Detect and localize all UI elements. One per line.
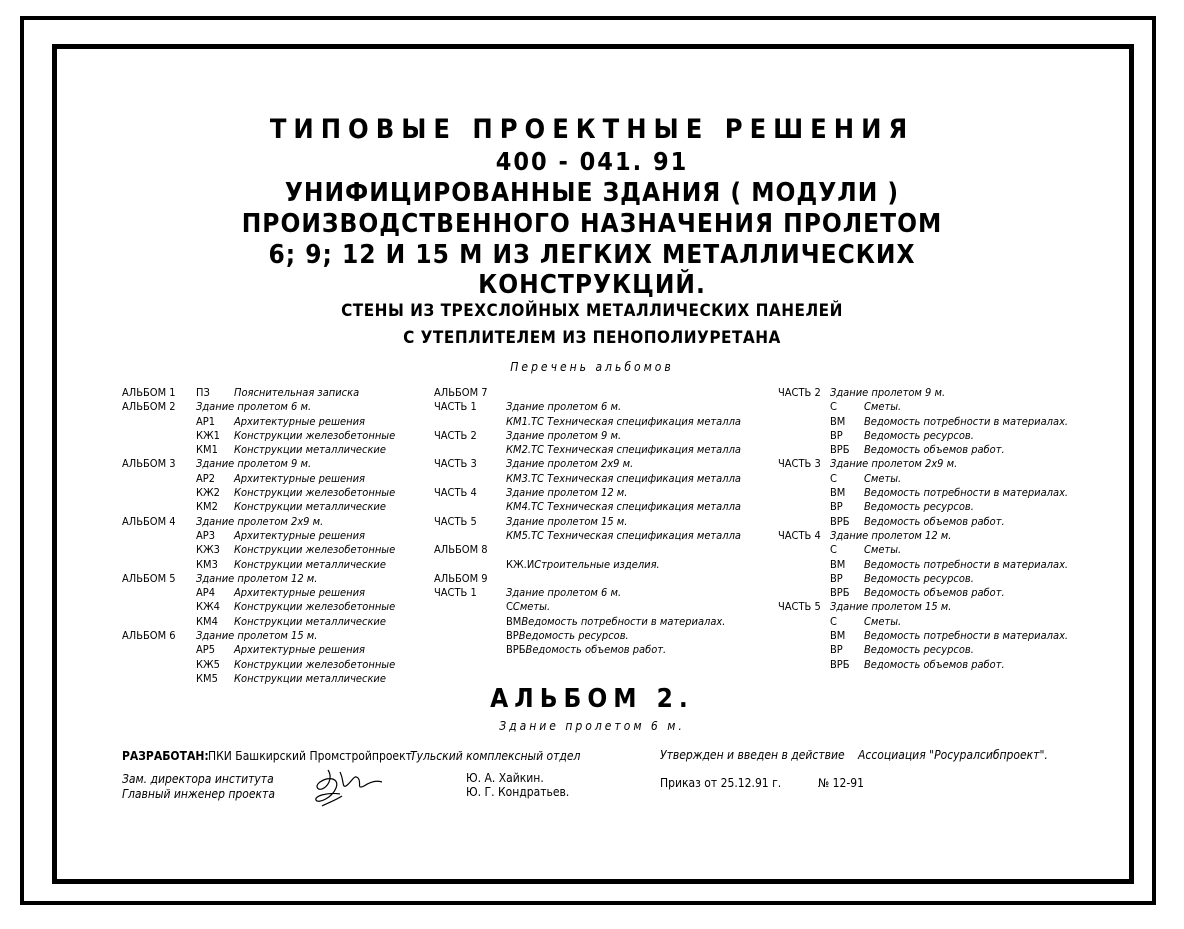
document-code-cell: Здание пролетом 9 м.: [506, 428, 622, 442]
document-description: Ведомость потребности в материалах.: [864, 557, 1069, 571]
developer-name: ПКИ Башкирский Промстройпроект: [208, 749, 412, 763]
album-label: [778, 643, 830, 657]
document-description: Сметы.: [864, 614, 902, 628]
album-list-row: [778, 500, 1068, 514]
document-code-cell: Здание пролетом 6 м.: [506, 586, 622, 600]
album-label: [778, 472, 830, 486]
document-description: Архитектурные решения: [234, 471, 365, 485]
document-code-cell: ВР: [830, 643, 843, 657]
album-list-row: [434, 586, 741, 600]
album-label: [434, 629, 506, 643]
document-description: Сметы.: [864, 400, 902, 414]
album-label: [778, 629, 830, 643]
album-label: ЧАСТЬ 4: [434, 486, 477, 500]
album-label: [434, 615, 506, 629]
document-description: Ведомость потребности в материалах.: [521, 614, 726, 628]
document-code-cell: Здание пролетом 15 м.: [196, 629, 318, 643]
document-description: Ведомость ресурсов.: [518, 629, 629, 643]
album-label: [434, 415, 506, 429]
album-label: [778, 586, 830, 600]
series-title: ТИПОВЫЕ ПРОЕКТНЫЕ РЕШЕНИЯ: [269, 114, 915, 145]
album-list-row: [434, 643, 741, 657]
document-description: Конструкции железобетонные: [234, 543, 396, 557]
document-code-cell: КЖ.И: [506, 557, 535, 571]
album-label: [778, 515, 830, 529]
document-code-cell: ВР: [830, 571, 843, 585]
document-code-cell: Здание пролетом 12 м.: [506, 486, 628, 500]
document-description: Конструкции металлические: [234, 614, 386, 628]
album-list-row: [434, 486, 741, 500]
document-code-cell: Здание пролетом 12 м.: [196, 571, 318, 585]
album-list-row: [434, 515, 741, 529]
album-label: [778, 486, 830, 500]
album-list-row: [778, 600, 1068, 614]
album-list-row: [434, 415, 741, 429]
album-list-row: [122, 443, 395, 457]
album-label: [434, 643, 506, 657]
album-label: [434, 472, 506, 486]
album-list-row: [122, 615, 395, 629]
album-label: [122, 443, 196, 457]
name-deputy-director: Ю. А. Хайкин.: [466, 771, 544, 785]
document-code-cell: ВМ: [830, 486, 846, 500]
album-list-row: [778, 486, 1068, 500]
album-label: [778, 615, 830, 629]
album-label: [778, 500, 830, 514]
document-code-cell: АР3: [196, 528, 216, 542]
album-list-row: [122, 429, 395, 443]
album-list-row: [122, 472, 395, 486]
document-code-cell: ВРБ: [830, 514, 850, 528]
document-code-cell: КЖ1: [196, 428, 220, 442]
document-description: Пояснительная записка: [234, 386, 360, 399]
document-code-cell: Здание пролетом 12 м.: [830, 528, 952, 542]
document-code-cell: ПЗ: [196, 386, 210, 399]
document-description: Конструкции железобетонные: [234, 486, 396, 500]
album-list-row: [434, 386, 741, 400]
document-description: Сметы.: [864, 471, 902, 485]
album-list-row: [778, 558, 1068, 572]
album-list-row: [434, 457, 741, 471]
album-list-row: [122, 600, 395, 614]
album-label: [122, 415, 196, 429]
document-code-cell: Здание пролетом 6 м.: [506, 400, 622, 414]
album-list-row: [778, 615, 1068, 629]
album-list-column-1: [122, 386, 395, 686]
document-code-cell: Здание пролетом 15 м.: [506, 514, 628, 528]
album-label: АЛЬБОМ 3: [122, 457, 176, 471]
name-chief-engineer: Ю. Г. Кондратьев.: [466, 785, 570, 799]
album-list-row: [434, 572, 741, 586]
document-code-cell: Здание пролетом 15 м.: [830, 600, 952, 614]
document-description: Ведомость ресурсов.: [864, 571, 974, 585]
document-code-cell: Здание пролетом 6 м.: [196, 400, 312, 414]
document-code-cell: ВРБ: [830, 657, 850, 671]
document-description: Конструкции металлические: [234, 557, 386, 571]
album-list-row: [122, 586, 395, 600]
album-list-row: [778, 443, 1068, 457]
title-line-2: ПРОИЗВОДСТВЕННОГО НАЗНАЧЕНИЯ ПРОЛЕТОМ: [241, 209, 943, 239]
album-list-row: [434, 629, 741, 643]
album-label: АЛЬБОМ 7: [434, 386, 488, 399]
document-description: Конструкции железобетонные: [234, 428, 396, 442]
document-code-cell: КМ5.ТС Техническая спецификация металла: [506, 528, 741, 542]
album-list-row: [778, 543, 1068, 557]
document-description: Конструкции железобетонные: [234, 657, 396, 671]
document-description: Ведомость объемов работ.: [864, 443, 1005, 457]
document-code-cell: КМ5: [196, 671, 218, 685]
document-code-cell: С: [830, 471, 837, 485]
document-description: Ведомость объемов работ.: [864, 657, 1005, 671]
title-line-4: КОНСТРУКЦИЙ.: [478, 270, 706, 300]
title-line-3: 6; 9; 12 И 15 М ИЗ ЛЕГКИХ МЕТАЛЛИЧЕСКИХ: [268, 240, 916, 270]
document-code-cell: КМ2.ТС Техническая спецификация металла: [506, 443, 741, 457]
album-label: [778, 443, 830, 457]
document-description: Архитектурные решения: [234, 643, 365, 657]
subtitle-line-1: СТЕНЫ ИЗ ТРЕХСЛОЙНЫХ МЕТАЛЛИЧЕСКИХ ПАНЕЛЕЙ: [341, 301, 843, 321]
document-description: Ведомость потребности в материалах.: [864, 486, 1069, 500]
album-label: [778, 558, 830, 572]
album-label: [122, 558, 196, 572]
document-code-cell: Здание пролетом 2х9 м.: [196, 514, 324, 528]
album-label: ЧАСТЬ 1: [434, 586, 477, 600]
album-list-row: [122, 658, 395, 672]
album-label: [122, 658, 196, 672]
document-code-cell: КЖ5: [196, 657, 220, 671]
album-list-row: [434, 500, 741, 514]
album-list-row: [434, 615, 741, 629]
album-label: [122, 643, 196, 657]
role-chief-engineer: Главный инженер проекта: [122, 787, 275, 801]
album-list-row: [434, 400, 741, 414]
album-list-row: [122, 543, 395, 557]
album-list-row: [122, 643, 395, 657]
album-list-row: [434, 429, 741, 443]
album-list-column-2: [434, 386, 741, 658]
department-name: Тульский комплексный отдел: [410, 749, 581, 763]
album-label: АЛЬБОМ 5: [122, 571, 176, 585]
document-description: Архитектурные решения: [234, 586, 365, 600]
association-name: Ассоциация "Росуралсибпроект".: [858, 748, 1048, 762]
album-list-row: [122, 457, 395, 471]
document-code-cell: КЖ3: [196, 543, 220, 557]
album-list-row: [778, 457, 1068, 471]
album-label: АЛЬБОМ 4: [122, 514, 176, 528]
document-code: 400 - 041. 91: [495, 147, 689, 176]
album-list-row: [434, 529, 741, 543]
album-list-row: [778, 529, 1068, 543]
album-label: ЧАСТЬ 4: [778, 528, 821, 542]
document-code-cell: ВРБ: [830, 586, 850, 600]
document-code-cell: КМ4: [196, 614, 218, 628]
album-label: [434, 600, 506, 614]
album-list-title: Перечень альбомов: [510, 360, 674, 374]
album-label: [122, 543, 196, 557]
album-list-row: [778, 572, 1068, 586]
document-description: Ведомость потребности в материалах.: [864, 629, 1069, 643]
album-list-row: [778, 658, 1068, 672]
album-list-row: [434, 543, 741, 557]
album-label: АЛЬБОМ 1: [122, 386, 176, 399]
album-label: [122, 472, 196, 486]
document-description: Конструкции железобетонные: [234, 600, 396, 614]
order-date: Приказ от 25.12.91 г.: [660, 776, 782, 790]
album-label: [122, 615, 196, 629]
album-label: ЧАСТЬ 5: [778, 600, 821, 614]
document-code-cell: КЖ4: [196, 600, 220, 614]
document-code-cell: С: [506, 600, 513, 614]
album-list-row: [778, 415, 1068, 429]
album-list-column-3: [778, 386, 1068, 672]
role-deputy-director: Зам. директора института: [122, 772, 274, 786]
document-code-cell: ВМ: [830, 557, 846, 571]
album-label: [778, 429, 830, 443]
document-code-cell: КМ1: [196, 443, 218, 457]
album-list-row: [434, 472, 741, 486]
album-label: [434, 529, 506, 543]
document-code-cell: ВР: [506, 629, 519, 643]
album-list-row: [434, 558, 741, 572]
signature-image: [306, 766, 386, 812]
album-label: ЧАСТЬ 3: [778, 457, 821, 471]
album-label: ЧАСТЬ 1: [434, 400, 477, 414]
album-label: [122, 529, 196, 543]
document-description: Архитектурные решения: [234, 414, 365, 428]
album-list-row: [778, 629, 1068, 643]
album-list-row: [122, 629, 395, 643]
album-label: [434, 558, 506, 572]
document-code-cell: С: [830, 543, 837, 557]
subtitle-line-2: С УТЕПЛИТЕЛЕМ ИЗ ПЕНОПОЛИУРЕТАНА: [403, 328, 781, 348]
document-code-cell: С: [830, 400, 837, 414]
document-description: Сметы.: [864, 543, 902, 557]
document-code-cell: ВР: [830, 500, 843, 514]
album-label: [778, 415, 830, 429]
album-list-row: [434, 443, 741, 457]
document-description: Ведомость объемов работ.: [864, 514, 1005, 528]
album-list-row: [778, 429, 1068, 443]
document-code-cell: ВРБ: [830, 443, 850, 457]
album-list-row: [122, 386, 395, 400]
album-list-row: [122, 558, 395, 572]
album-list-row: [122, 400, 395, 414]
album-label: АЛЬБОМ 8: [434, 543, 488, 557]
album-label: [778, 543, 830, 557]
album-list-row: [778, 400, 1068, 414]
document-code-cell: КЖ2: [196, 486, 220, 500]
document-code-cell: ВМ: [830, 414, 846, 428]
document-code-cell: АР4: [196, 586, 216, 600]
album-list-row: [778, 515, 1068, 529]
album-label: [122, 500, 196, 514]
album-label: [778, 400, 830, 414]
document-code-cell: Здание пролетом 9 м.: [830, 386, 946, 399]
document-description: Ведомость объемов работ.: [525, 643, 667, 657]
album-label: [434, 443, 506, 457]
document-code-cell: АР2: [196, 471, 216, 485]
document-code-cell: АР5: [196, 643, 216, 657]
document-description: Ведомость ресурсов.: [864, 500, 974, 514]
order-number: № 12-91: [818, 776, 865, 790]
album-label: [122, 429, 196, 443]
document-code-cell: ВР: [830, 428, 843, 442]
document-code-cell: ВМ: [830, 629, 846, 643]
document-code-cell: АР1: [196, 414, 216, 428]
album-label: [778, 658, 830, 672]
document-code-cell: КМ2: [196, 500, 218, 514]
album-label: ЧАСТЬ 2: [434, 428, 477, 442]
document-description: Конструкции металлические: [234, 443, 386, 457]
document-code-cell: Здание пролетом 2х9 м.: [506, 457, 634, 471]
album-list-row: [122, 572, 395, 586]
document-description: Строительные изделия.: [534, 557, 660, 571]
album-label: АЛЬБОМ 6: [122, 629, 176, 643]
document-description: Сметы.: [512, 600, 551, 614]
album-label: [122, 586, 196, 600]
document-description: Конструкции металлические: [234, 500, 386, 514]
title-line-1: УНИФИЦИРОВАННЫЕ ЗДАНИЯ ( МОДУЛИ ): [284, 178, 900, 208]
album-list-row: [778, 586, 1068, 600]
album-label: ЧАСТЬ 2: [778, 386, 821, 399]
album-subtitle: Здание пролетом 6 м.: [499, 719, 685, 733]
album-label: [778, 572, 830, 586]
album-list-row: [778, 472, 1068, 486]
album-label: [122, 486, 196, 500]
album-list-row: [122, 515, 395, 529]
album-list-row: [122, 529, 395, 543]
album-list-row: [778, 643, 1068, 657]
album-list-row: [122, 415, 395, 429]
document-description: Ведомость потребности в материалах.: [864, 414, 1069, 428]
document-description: Конструкции металлические: [234, 671, 386, 685]
document-description: Ведомость объемов работ.: [864, 586, 1005, 600]
document-description: Ведомость ресурсов.: [864, 643, 974, 657]
album-label: [434, 500, 506, 514]
document-code-cell: КМ3.ТС Техническая спецификация металла: [506, 471, 741, 485]
album-list-row: [778, 386, 1068, 400]
document-code-cell: КМ1.ТС Техническая спецификация металла: [506, 414, 741, 428]
document-code-cell: С: [830, 614, 837, 628]
album-label: ЧАСТЬ 5: [434, 514, 477, 528]
document-code-cell: КМ4.ТС Техническая спецификация металла: [506, 500, 741, 514]
approved-label: Утвержден и введен в действие: [660, 748, 845, 762]
album-label: [122, 600, 196, 614]
album-list-row: [434, 600, 741, 614]
document-code-cell: ВМ: [506, 614, 522, 628]
developed-label: РАЗРАБОТАН:: [122, 749, 209, 763]
document-code-cell: КМ3: [196, 557, 218, 571]
document-code-cell: Здание пролетом 9 м.: [196, 457, 312, 471]
album-list-row: [122, 486, 395, 500]
album-label: АЛЬБОМ 9: [434, 571, 488, 585]
album-list-row: [122, 500, 395, 514]
album-label: АЛЬБОМ 2: [122, 400, 176, 414]
document-code-cell: ВРБ: [506, 643, 526, 657]
album-title: АЛЬБОМ 2.: [490, 684, 694, 714]
document-code-cell: Здание пролетом 2х9 м.: [830, 457, 958, 471]
document-description: Ведомость ресурсов.: [864, 428, 974, 442]
album-label: ЧАСТЬ 3: [434, 457, 477, 471]
document-description: Архитектурные решения: [234, 528, 365, 542]
